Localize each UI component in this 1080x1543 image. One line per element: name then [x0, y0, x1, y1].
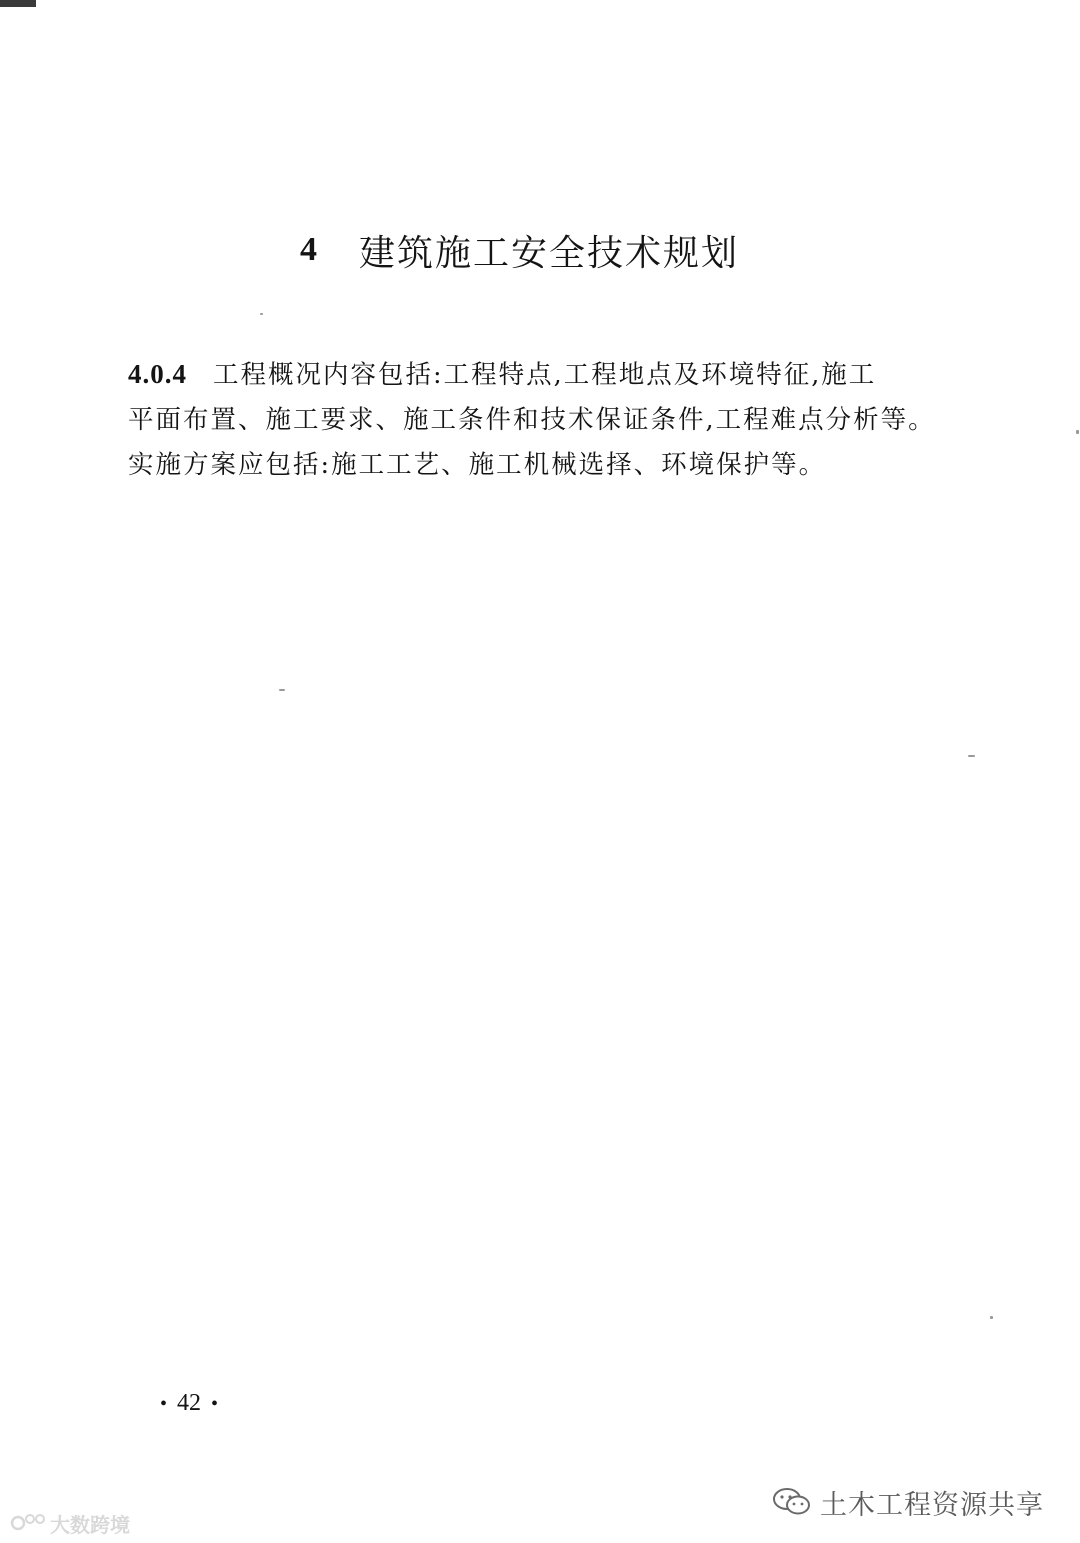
scan-speck — [968, 755, 975, 757]
page-number — [150, 1390, 250, 1417]
scan-speck — [279, 689, 285, 691]
bullet-dot-icon: • — [160, 1393, 168, 1415]
chapter-title-text: 建筑施工安全技术规划 — [359, 232, 740, 274]
scan-corner-mark — [0, 0, 36, 7]
clause-paragraph — [128, 352, 968, 488]
scan-speck — [990, 1316, 993, 1319]
watermark-right — [772, 1482, 1044, 1522]
watermark-right-text: 土木工程资源共享 — [820, 1489, 1044, 1521]
page-number-value: 42 — [177, 1390, 202, 1416]
chapter-number: 4 — [300, 231, 319, 268]
watermark-left — [10, 1508, 130, 1538]
paragraph-line-text: 工程概况内容包括:工程特点,工程地点及环境特征,施工 — [213, 360, 877, 390]
paragraph-line-1 — [128, 352, 968, 398]
scan-speck — [1076, 430, 1079, 434]
bullet-dot-icon: • — [211, 1393, 219, 1415]
logo-icon — [10, 1511, 46, 1535]
paragraph-line-3: 实施方案应包括:施工工艺、施工机械选择、环境保护等。 — [128, 450, 827, 480]
scan-speck — [260, 313, 263, 315]
paragraph-line-2: 平面布置、施工要求、施工条件和技术保证条件,工程难点分析等。 — [128, 405, 936, 435]
wechat-icon — [772, 1485, 812, 1519]
watermark-left-text: 大数跨境 — [50, 1512, 130, 1537]
clause-number: 4.0.4 — [128, 359, 187, 389]
chapter-heading — [300, 220, 820, 280]
